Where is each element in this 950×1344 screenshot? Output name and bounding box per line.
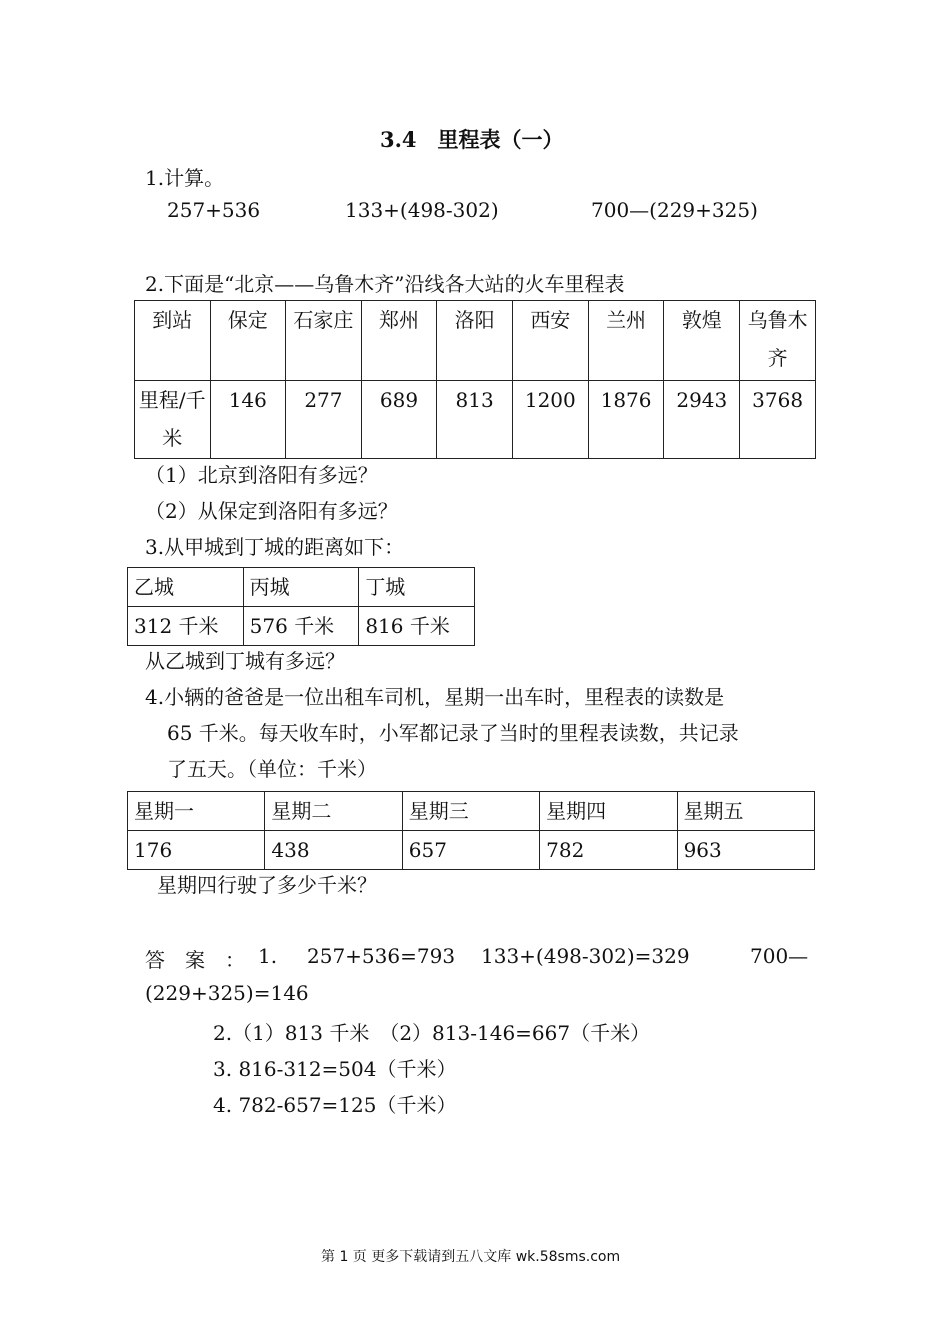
answer-1-expr-2: 133+(498-302)=329 xyxy=(481,944,690,968)
table-header-cell: 星期一 xyxy=(128,792,265,831)
table-header-cell: 星期三 xyxy=(402,792,539,831)
table-header-cell: 星期五 xyxy=(677,792,814,831)
q4-line-2: 65 千米。每天收车时，小军都记录了当时的里程表读数，共记录 xyxy=(167,721,739,745)
table-header-cell: 丁城 xyxy=(359,568,475,607)
table-header-cell: 郑州 xyxy=(361,301,437,381)
answer-1-expr-3: 700— xyxy=(750,944,809,968)
table-cell: 438 xyxy=(265,831,402,870)
page-footer: 第 1 页 更多下载请到五八文库 wk.58sms.com xyxy=(321,1249,621,1265)
table-cell: 576 千米 xyxy=(243,607,359,646)
table-row-label: 里程/千米 xyxy=(135,381,211,459)
table-header-cell: 洛阳 xyxy=(437,301,513,381)
q2-sub-1: （1）北京到洛阳有多远？ xyxy=(145,463,378,487)
answer-2: 2.（1）813 千米 （2）813-146=667（千米） xyxy=(213,1021,651,1045)
table-header-cell: 到站 xyxy=(135,301,211,381)
q1-label: 1.计算。 xyxy=(145,166,225,190)
answer-1-expr-3-cont: (229+325)=146 xyxy=(145,981,309,1005)
table-cell: 782 xyxy=(540,831,677,870)
q4-question: 星期四行驶了多少千米？ xyxy=(157,873,377,897)
q1-expr-1: 257+536 xyxy=(167,198,261,222)
table-cell: 1876 xyxy=(588,381,664,459)
table-cell: 146 xyxy=(210,381,286,459)
table-row xyxy=(128,831,815,870)
answer-1-number: 1. xyxy=(258,944,278,968)
table-cell: 312 千米 xyxy=(128,607,244,646)
answer-label: 答 案 ： xyxy=(145,948,245,972)
page-title: 3.4 里程表（一） xyxy=(380,127,564,152)
table-header-cell: 西安 xyxy=(512,301,588,381)
answer-4: 4. 782-657=125（千米） xyxy=(213,1093,457,1117)
odometer-table xyxy=(127,791,815,870)
table-row xyxy=(128,607,475,646)
table-header-cell: 石家庄 xyxy=(286,301,362,381)
answer-3: 3. 816-312=504（千米） xyxy=(213,1057,457,1081)
q4-line-3: 了五天。（单位：千米） xyxy=(167,757,377,781)
table-cell: 689 xyxy=(361,381,437,459)
table-cell: 176 xyxy=(128,831,265,870)
q3-label: 3.从甲城到丁城的距离如下： xyxy=(145,535,405,559)
table-cell: 657 xyxy=(402,831,539,870)
table-row xyxy=(135,381,816,459)
q1-expr-3: 700—(229+325) xyxy=(591,198,758,222)
table-cell: 813 xyxy=(437,381,513,459)
table-row xyxy=(128,792,815,831)
table-cell: 1200 xyxy=(512,381,588,459)
table-cell: 816 千米 xyxy=(359,607,475,646)
q2-label: 2.下面是“北京——乌鲁木齐”沿线各大站的火车里程表 xyxy=(145,272,625,296)
table-header-cell: 星期四 xyxy=(540,792,677,831)
table-header-cell: 乙城 xyxy=(128,568,244,607)
table-header-cell: 兰州 xyxy=(588,301,664,381)
mileage-table xyxy=(134,300,816,459)
table-header-cell: 敦煌 xyxy=(664,301,740,381)
table-cell: 2943 xyxy=(664,381,740,459)
q4-line-1: 4.小辆的爸爸是一位出租车司机，星期一出车时，里程表的读数是 xyxy=(145,685,725,709)
table-row xyxy=(128,568,475,607)
table-header-cell: 丙城 xyxy=(243,568,359,607)
table-header-cell: 乌鲁木齐 xyxy=(740,301,816,381)
table-row xyxy=(135,301,816,381)
answer-1-expr-1: 257+536=793 xyxy=(307,944,456,968)
city-distance-table xyxy=(127,567,475,646)
q3-question: 从乙城到丁城有多远？ xyxy=(145,649,345,673)
table-cell: 963 xyxy=(677,831,814,870)
table-header-cell: 保定 xyxy=(210,301,286,381)
table-cell: 277 xyxy=(286,381,362,459)
q2-sub-2: （2）从保定到洛阳有多远？ xyxy=(145,499,398,523)
q1-expr-2: 133+(498-302) xyxy=(345,198,499,222)
table-cell: 3768 xyxy=(740,381,816,459)
table-header-cell: 星期二 xyxy=(265,792,402,831)
